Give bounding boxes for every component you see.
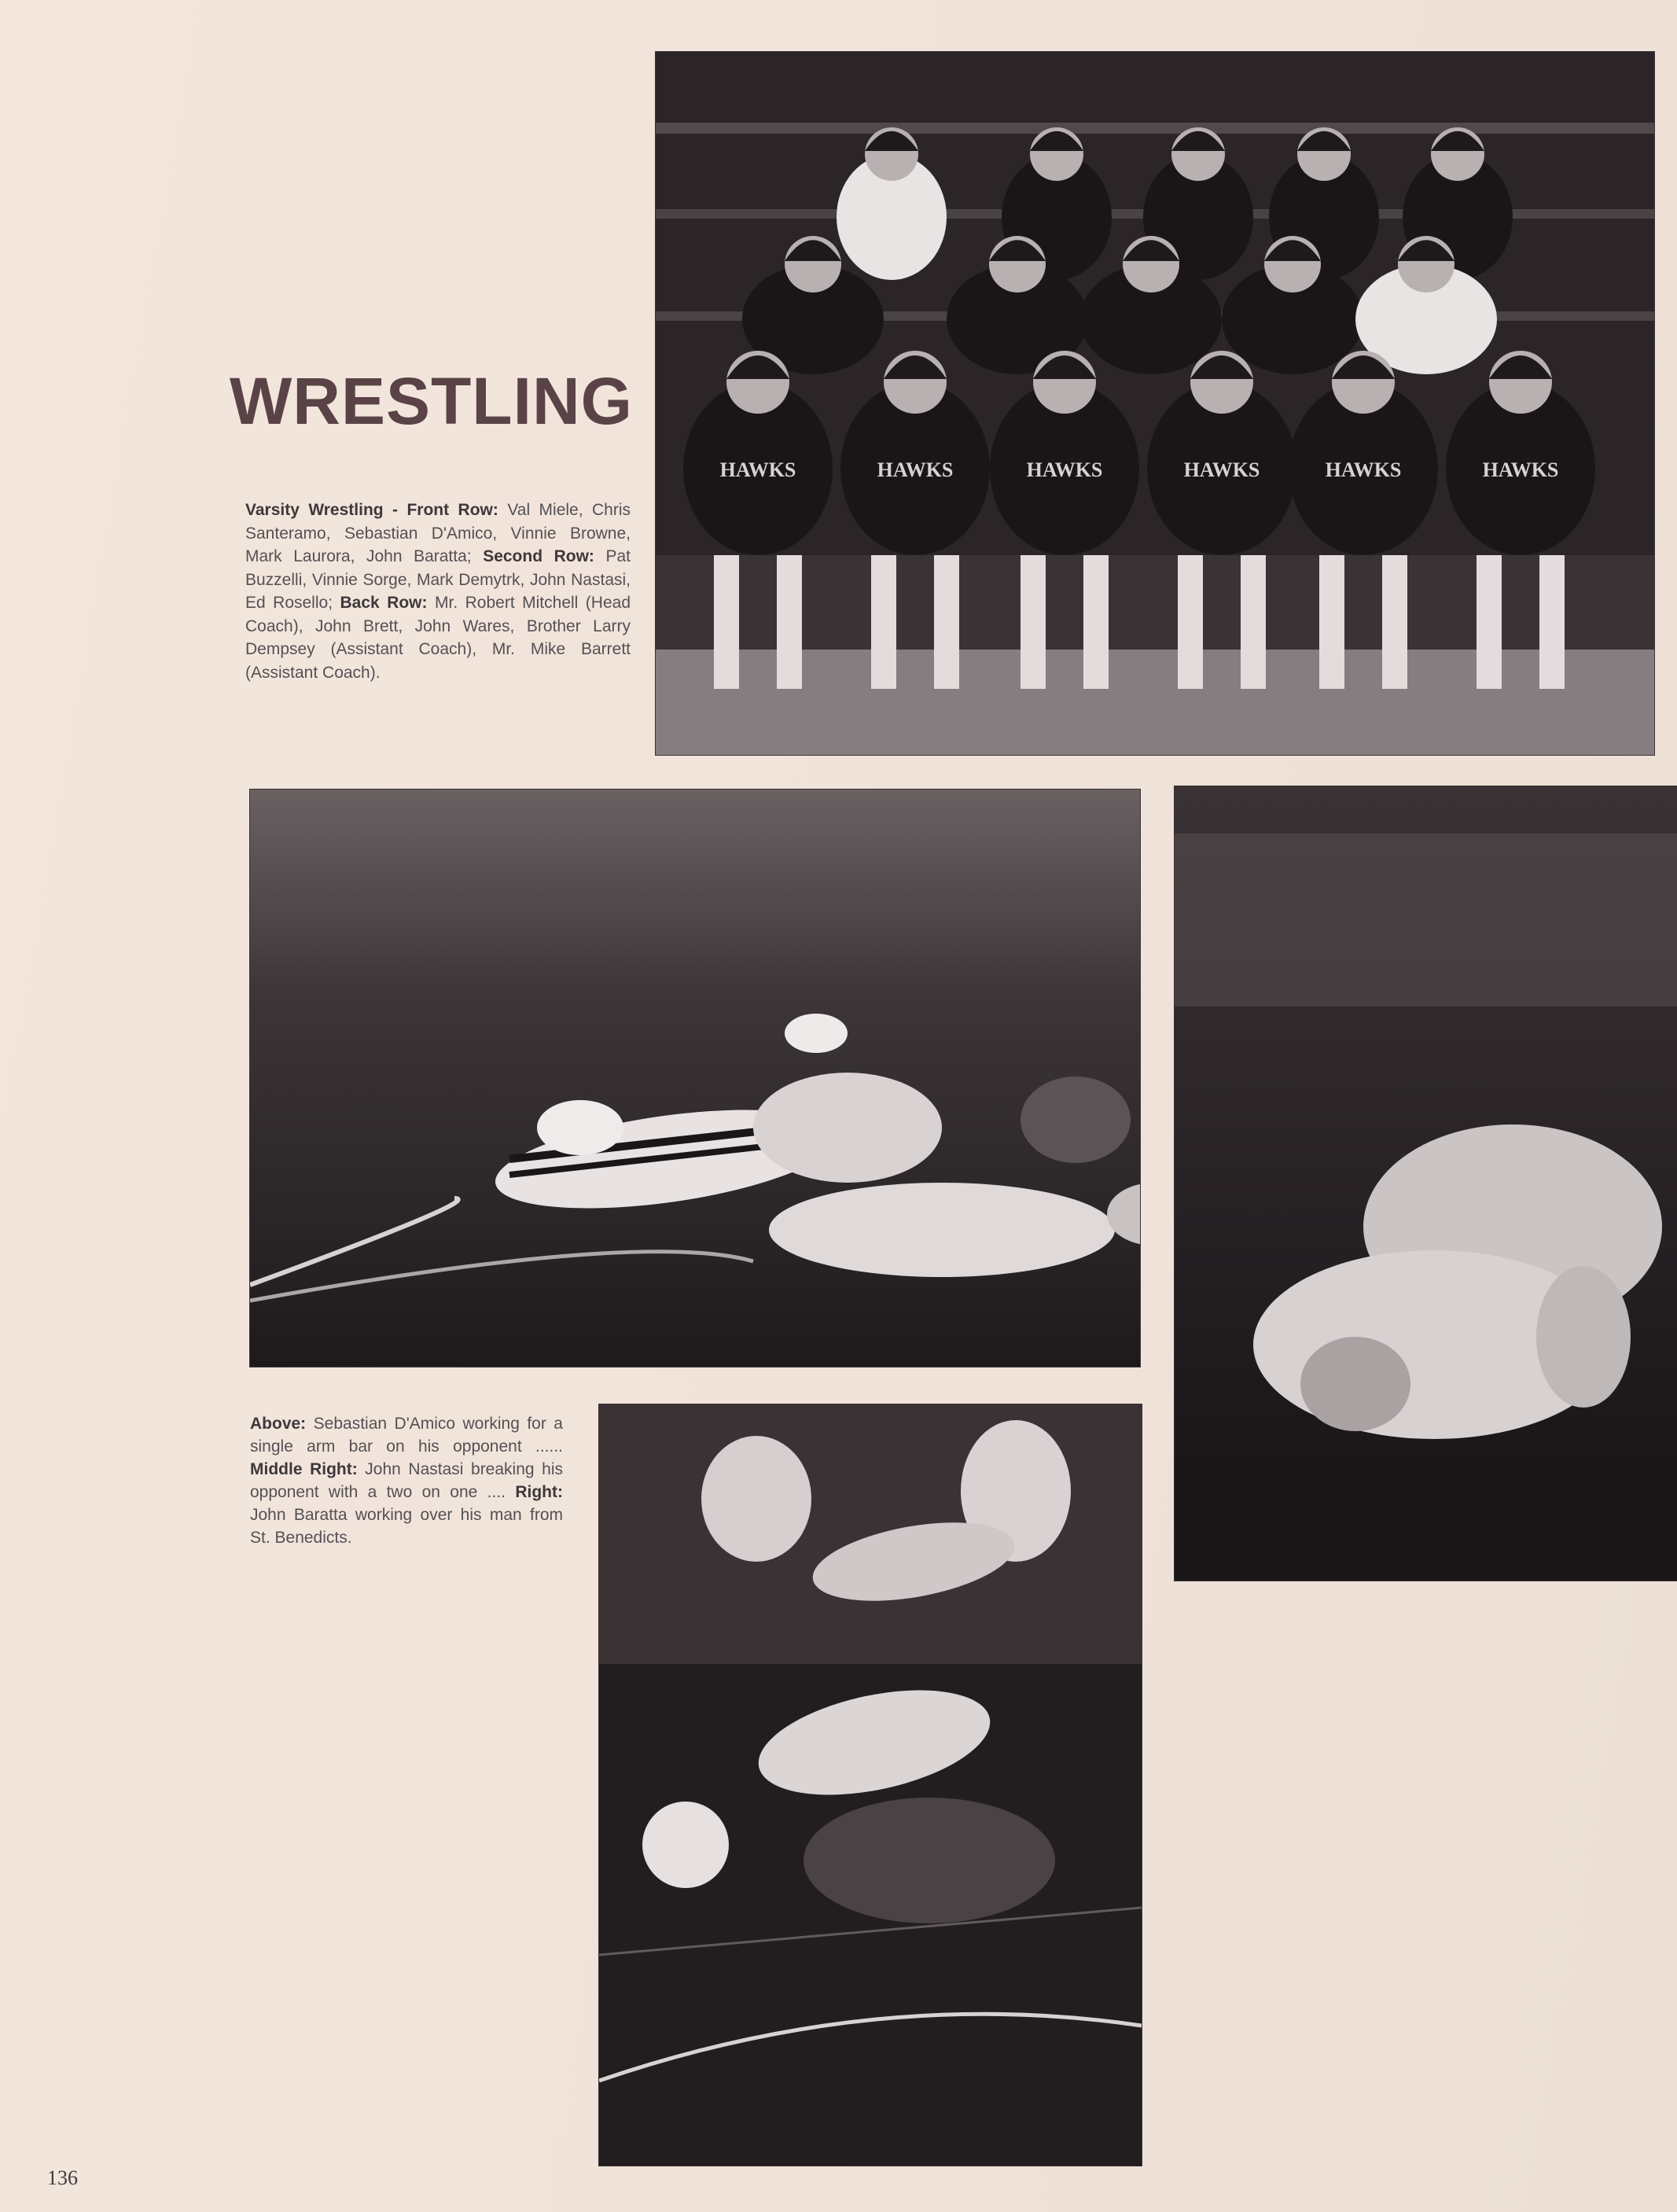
action-photo-middle-right-graphic	[1175, 786, 1677, 1581]
caption-back-row-names: Mr. Robert Mitchell (Head Coach), John Brett, John Wares, Brother Larry Dempsey (Assistant Coach), Mr. Mike Barrett (Assistant Coach).	[245, 594, 631, 682]
team-member-leg	[934, 555, 959, 689]
caption-second-row-names: Pat Buzzelli, Vinnie Sorge, Mark Demytrk, John Nastasi, Ed Rosello;	[245, 547, 631, 612]
jersey-text: HAWKS	[719, 458, 796, 481]
caption-label-back-row: Back Row:	[340, 594, 428, 612]
action-photo-above-graphic	[250, 789, 1140, 1367]
team-photo-graphic	[656, 52, 1654, 755]
team-photo-caption	[245, 499, 631, 684]
jersey-text: HAWKS	[1026, 458, 1103, 481]
action-photo-middle-right	[1175, 786, 1677, 1581]
action-photo-above	[250, 789, 1140, 1367]
team-member-leg	[1241, 555, 1266, 689]
action-photo-right	[599, 1404, 1142, 2166]
caption-above-text: Sebastian D'Amico working for a single arm bar on his opponent ......	[250, 1415, 563, 1456]
caption-label-second-row: Second Row:	[483, 547, 594, 565]
caption-label-front-row: Varsity Wrestling - Front Row:	[245, 501, 498, 519]
team-member-leg	[1021, 555, 1046, 689]
team-member-leg	[1539, 555, 1565, 689]
team-member-leg	[1178, 555, 1203, 689]
team-member-leg	[777, 555, 802, 689]
team-member-leg	[714, 555, 739, 689]
team-member-leg	[871, 555, 896, 689]
caption-front-row-names: Val Miele, Chris Santeramo, Sebastian D'Amico, Vinnie Browne, Mark Laurora, John Baratta;	[245, 501, 631, 565]
caption-label-middle-right: Middle Right:	[250, 1460, 358, 1478]
jersey-text: HAWKS	[877, 458, 954, 481]
jersey-text: HAWKS	[1325, 458, 1402, 481]
page-title: WRESTLING	[230, 364, 633, 438]
team-member-leg	[1382, 555, 1407, 689]
team-member-leg	[1319, 555, 1344, 689]
caption-middle-right-text: John Nastasi breaking his opponent with a two on one ....	[250, 1460, 563, 1501]
caption-label-above: Above:	[250, 1415, 307, 1433]
team-member-leg	[1083, 555, 1109, 689]
action-photos-caption	[250, 1412, 563, 1549]
jersey-text: HAWKS	[1183, 458, 1260, 481]
caption-label-right: Right:	[515, 1483, 563, 1501]
team-member-leg	[1477, 555, 1502, 689]
team-photo	[656, 52, 1654, 755]
action-photo-right-graphic	[599, 1404, 1142, 2166]
caption-right-text: John Baratta working over his man from St. Benedicts.	[250, 1506, 563, 1547]
page-number: 136	[47, 2166, 78, 2189]
jersey-text: HAWKS	[1482, 458, 1559, 481]
